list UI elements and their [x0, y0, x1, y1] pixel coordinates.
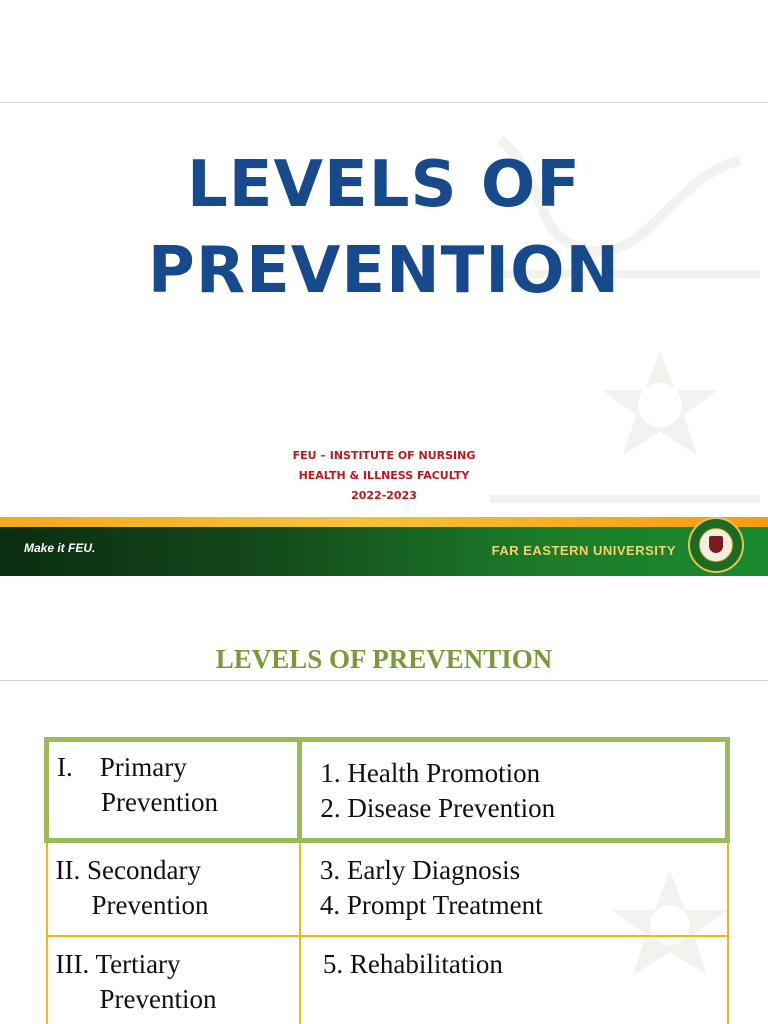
footer-banner — [0, 517, 768, 576]
faculty-name: HEALTH & ILLNESS FACULTY — [298, 469, 470, 482]
level-cell — [47, 936, 300, 1024]
activity-item: 1. Health Promotion — [320, 758, 541, 788]
title-line: LEVELS OF — [186, 148, 582, 222]
table-row — [47, 936, 728, 1024]
prevention-table — [44, 737, 730, 1024]
slide-title — [0, 142, 768, 314]
level-name: II. Secondary — [55, 855, 201, 885]
activities-cell — [300, 936, 728, 1024]
level-name: I. Primary — [57, 752, 187, 782]
university-seal-icon — [688, 517, 744, 573]
activity-item: 3. Early Diagnosis — [319, 855, 521, 885]
university-name: FAR EASTERN UNIVERSITY — [491, 543, 676, 558]
slide-divider — [0, 102, 768, 103]
slide-divider — [0, 680, 768, 681]
tagline: Make it FEU. — [24, 541, 96, 555]
title-line: PREVENTION — [147, 234, 621, 308]
activity-item: 4. Prompt Treatment — [319, 890, 543, 920]
school-year: 2022-2023 — [351, 489, 417, 502]
slide-title: LEVELS OF PREVENTION — [215, 644, 553, 674]
activities-cell — [300, 841, 728, 937]
slide-subtitle — [0, 446, 768, 506]
institute-name: FEU – INSTITUTE OF NURSING — [292, 449, 476, 462]
level-cell — [47, 841, 300, 937]
level-name-cont: Prevention — [99, 984, 217, 1014]
level-name: III. Tertiary — [55, 949, 181, 979]
content-slide — [0, 600, 768, 1024]
activity-item: 5. Rehabilitation — [322, 949, 503, 979]
activities-cell — [300, 740, 728, 841]
activity-item: 2. Disease Prevention — [320, 793, 556, 823]
level-name-cont: Prevention — [91, 890, 209, 920]
level-name-cont: Prevention — [101, 787, 218, 817]
table-row — [47, 740, 728, 841]
level-cell — [47, 740, 300, 841]
table-row — [47, 841, 728, 937]
